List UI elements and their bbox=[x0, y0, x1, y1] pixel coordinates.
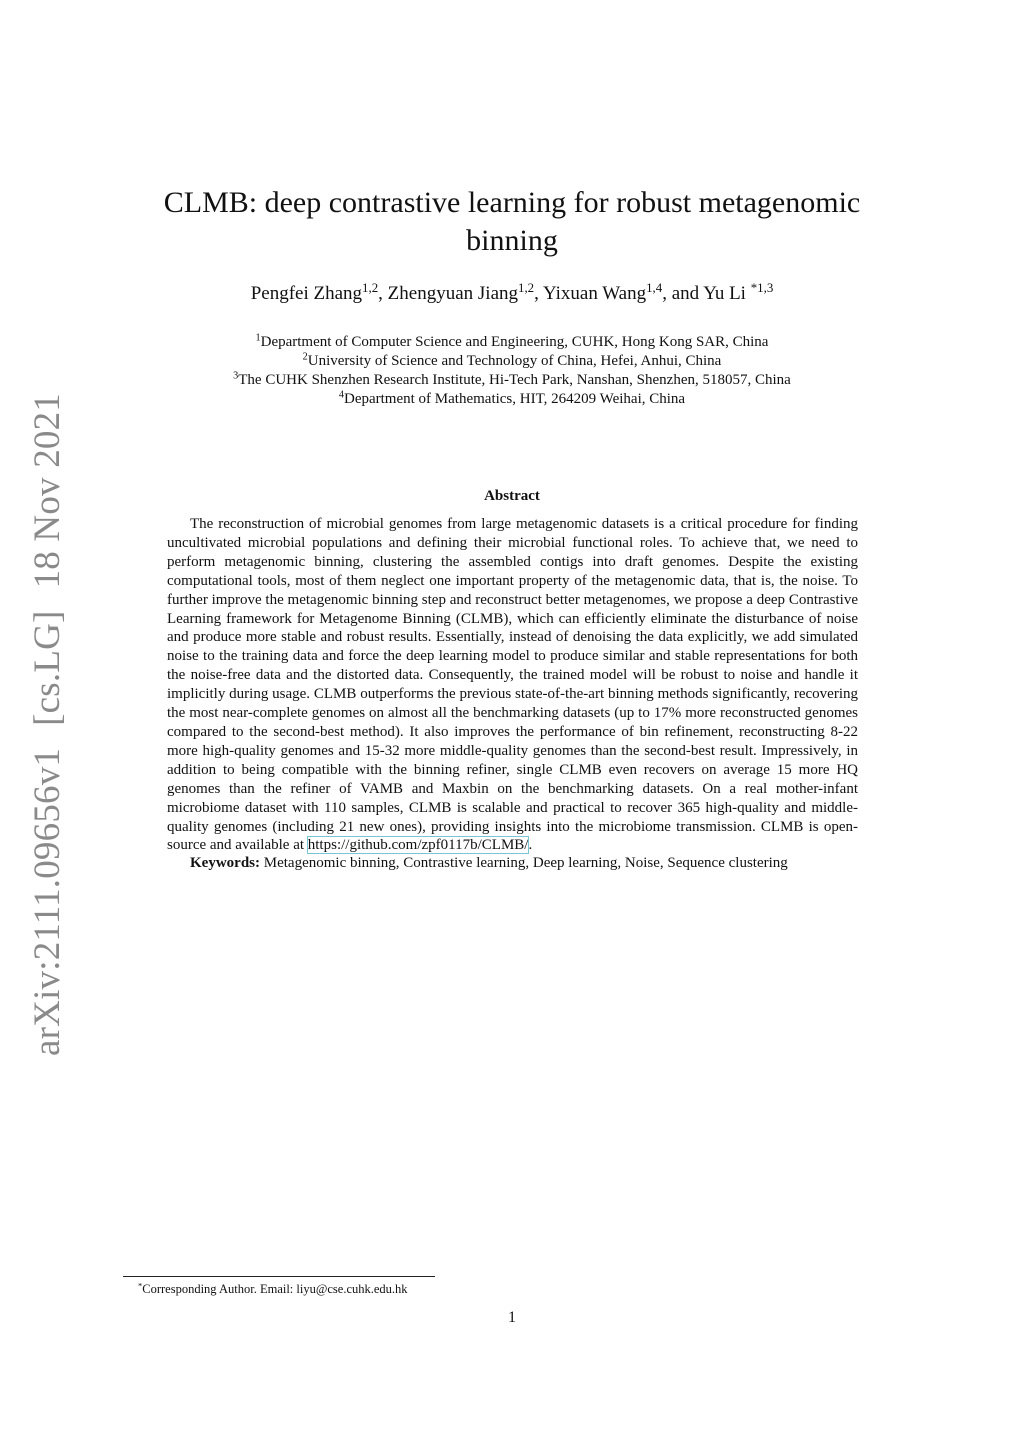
abstract-body bbox=[167, 515, 858, 855]
affiliation-text: The CUHK Shenzhen Research Institute, Hi-Tech Park, Nanshan, Shenzhen, 518057, China bbox=[238, 372, 791, 388]
affiliation bbox=[150, 333, 874, 352]
affiliation-list bbox=[150, 333, 874, 409]
author-separator: , and bbox=[662, 283, 704, 304]
arxiv-id: arXiv:2111.09656v1 bbox=[27, 747, 68, 1056]
author-separator: , bbox=[534, 283, 543, 304]
affiliation bbox=[150, 390, 874, 409]
affiliation-number: 4 bbox=[338, 389, 344, 401]
keywords-text: Metagenomic binning, Contrastive learning, Deep learning, Noise, Sequence clustering bbox=[263, 855, 788, 871]
author-list bbox=[150, 281, 874, 307]
page-number: 1 bbox=[508, 1309, 516, 1326]
author-name: Yu Li bbox=[703, 283, 751, 304]
github-link[interactable]: https://github.com/zpf0117b/CLMB/ bbox=[307, 837, 529, 854]
footnote-text: Corresponding Author. Email: liyu@cse.cuhk.edu.hk bbox=[142, 1282, 408, 1296]
affiliation-number: 2 bbox=[302, 351, 308, 363]
footnote bbox=[138, 1281, 408, 1297]
author-name: Yixuan Wang bbox=[542, 283, 647, 304]
affiliation-text: Department of Mathematics, HIT, 264209 Weihai, China bbox=[344, 391, 686, 407]
author-name: Pengfei Zhang bbox=[250, 283, 363, 304]
author-affiliation-mark: *1,3 bbox=[750, 279, 774, 295]
arxiv-date: 18 Nov 2021 bbox=[27, 393, 68, 589]
abstract-text-end: . bbox=[528, 837, 533, 854]
author-affiliation-mark: 1,2 bbox=[518, 279, 535, 295]
affiliation-number: 3 bbox=[233, 370, 239, 382]
affiliation-text: University of Science and Technology of China, Hefei, Anhui, China bbox=[307, 353, 722, 369]
arxiv-category: [cs.LG] bbox=[27, 610, 68, 726]
abstract-heading: Abstract bbox=[484, 488, 540, 504]
author-affiliation-mark: 1,2 bbox=[362, 279, 379, 295]
abstract-text: The reconstruction of microbial genomes from large metagenomic datasets is a critical procedure for finding uncultivated microbial populations and defining their microbial functional roles. To achieve that, we need to perform metagenomic binning, clustering the assembled contigs into draft genomes. Despite the existing computational tools, most of them neglect one important property of the metagenomic data, that is, the noise. To further improve the metagenomic binning step and reconstruct better metagenomes, we propose a deep Contrastive Learning framework for Metagenome Binning (CLMB), which can efficiently eliminate the disturbance of noise and produce more stable and robust results. Essentially, instead of denoising the data explicitly, we add simulated noise to the training data and force the deep learning model to produce similar and stable representations for both the noise-free data and the distorted data. Consequently, the trained model will be robust to noise and handle it implicitly during usage. CLMB outperforms the previous state-of-the-art binning methods significantly, recovering the most near-complete genomes on almost all the benchmarking datasets (up to 17% more reconstructed genomes compared to the second-best method). It also improves the performance of bin refinement, reconstructing 8-22 more high-quality genomes and 15-32 more middle-quality genomes than the second-best result. Impressively, in addition to being compatible with the binning refiner, single CLMB even recovers on average 15 more HQ genomes than the refiner of VAMB and Maxbin on the benchmarking datasets. On a real mother-infant microbiome dataset with 110 samples, CLMB is scalable and practical to recover 365 high-quality and middle-quality genomes (including 21 new ones), providing insights into the microbiome transmission. CLMB is open-source and available at bbox=[167, 516, 858, 854]
affiliation bbox=[150, 352, 874, 371]
paper-title: CLMB: deep contrastive learning for robust metagenomic binning bbox=[163, 186, 861, 257]
author-separator: , bbox=[378, 283, 388, 304]
affiliation-number: 1 bbox=[255, 332, 261, 344]
author-name: Zhengyuan Jiang bbox=[387, 283, 518, 304]
affiliation bbox=[150, 371, 874, 390]
footnote-divider bbox=[123, 1276, 435, 1277]
arxiv-side-stamp bbox=[26, 371, 69, 1056]
footnote-mark: * bbox=[138, 1280, 143, 1291]
author-affiliation-mark: 1,4 bbox=[646, 279, 663, 295]
affiliation-text: Department of Computer Science and Engineering, CUHK, Hong Kong SAR, China bbox=[260, 334, 769, 350]
keywords-line bbox=[190, 854, 860, 873]
keywords-label: Keywords: bbox=[190, 855, 260, 871]
